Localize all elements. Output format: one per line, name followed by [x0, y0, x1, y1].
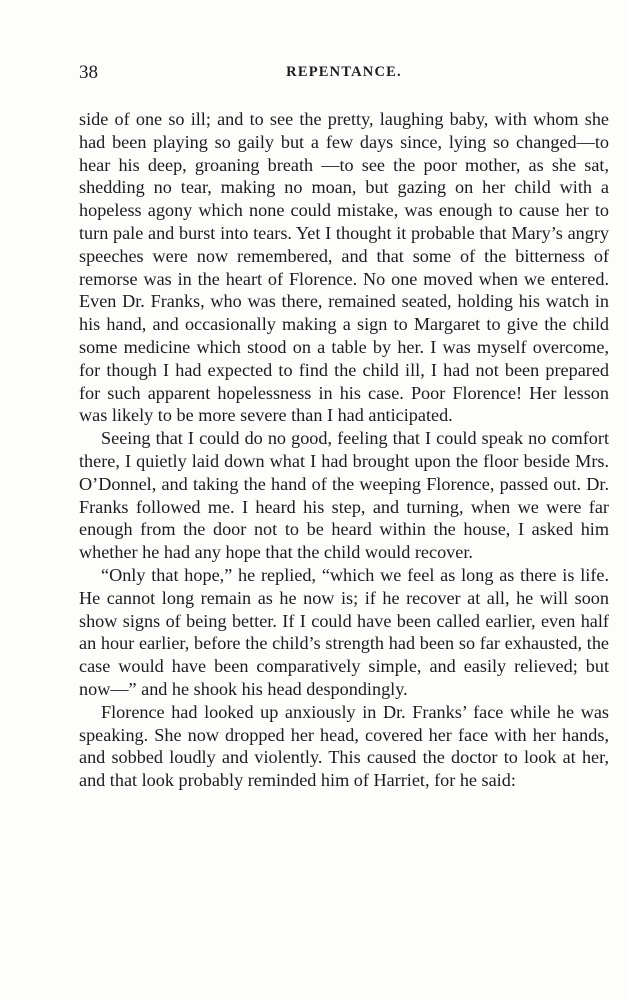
paragraph: Florence had looked up anxiously in Dr. Franks’ face while he was speaking. She now dropped her head, covered her face with her hands, and sobbed loudly and violently. This caused the doctor to look at her, and that look probably reminded him of Harriet, for he said:	[79, 701, 609, 791]
paragraph: side of one so ill; and to see the pretty, laughing baby, with whom she had been playing so gaily but a few days since, lying so changed—to hear his deep, groaning breath —to see the poor mother, as she sat, shedding no tear, making no moan, but gazing on her child with a hopeless agony which none could mistake, was enough to cause her to turn pale and burst into tears. Yet I thought it probable that Mary’s angry speeches were now remembered, and that some of the bitterness of remorse was in the heart of Florence. No one moved when we entered. Even Dr. Franks, who was there, remained seated, holding his watch in his hand, and occasionally making a sign to Margaret to give the child some medicine which stood on a table by her. I was myself overcome, for though I had expected to find the child ill, I had not been prepared for such apparent hopelessness in his case. Poor Florence! Her lesson was likely to be more severe than I had anticipated.	[79, 109, 609, 426]
page-header	[79, 62, 609, 90]
paragraph: Seeing that I could do no good, feeling that I could speak no comfort there, I quietly laid down what I had brought upon the floor beside Mrs. O’Donnel, and taking the hand of the weeping Florence, passed out. Dr. Franks followed me. I heard his step, and turning, when we were far enough from the door not to be heard within the house, I asked him whether he had any hope that the child would recover.	[79, 428, 609, 563]
page-number: 38	[79, 62, 98, 83]
running-title: REPENTANCE.	[286, 64, 402, 80]
body-text	[79, 108, 609, 792]
paragraph: “Only that hope,” he replied, “which we feel as long as there is life. He cannot long remain as he now is; if he recover at all, he will soon show signs of being better. If I could have been called earlier, even half an hour earlier, before the child’s strength had been so far exhausted, the case would have been comparatively simple, and easily relieved; but now—” and he shook his head despondingly.	[79, 564, 609, 699]
